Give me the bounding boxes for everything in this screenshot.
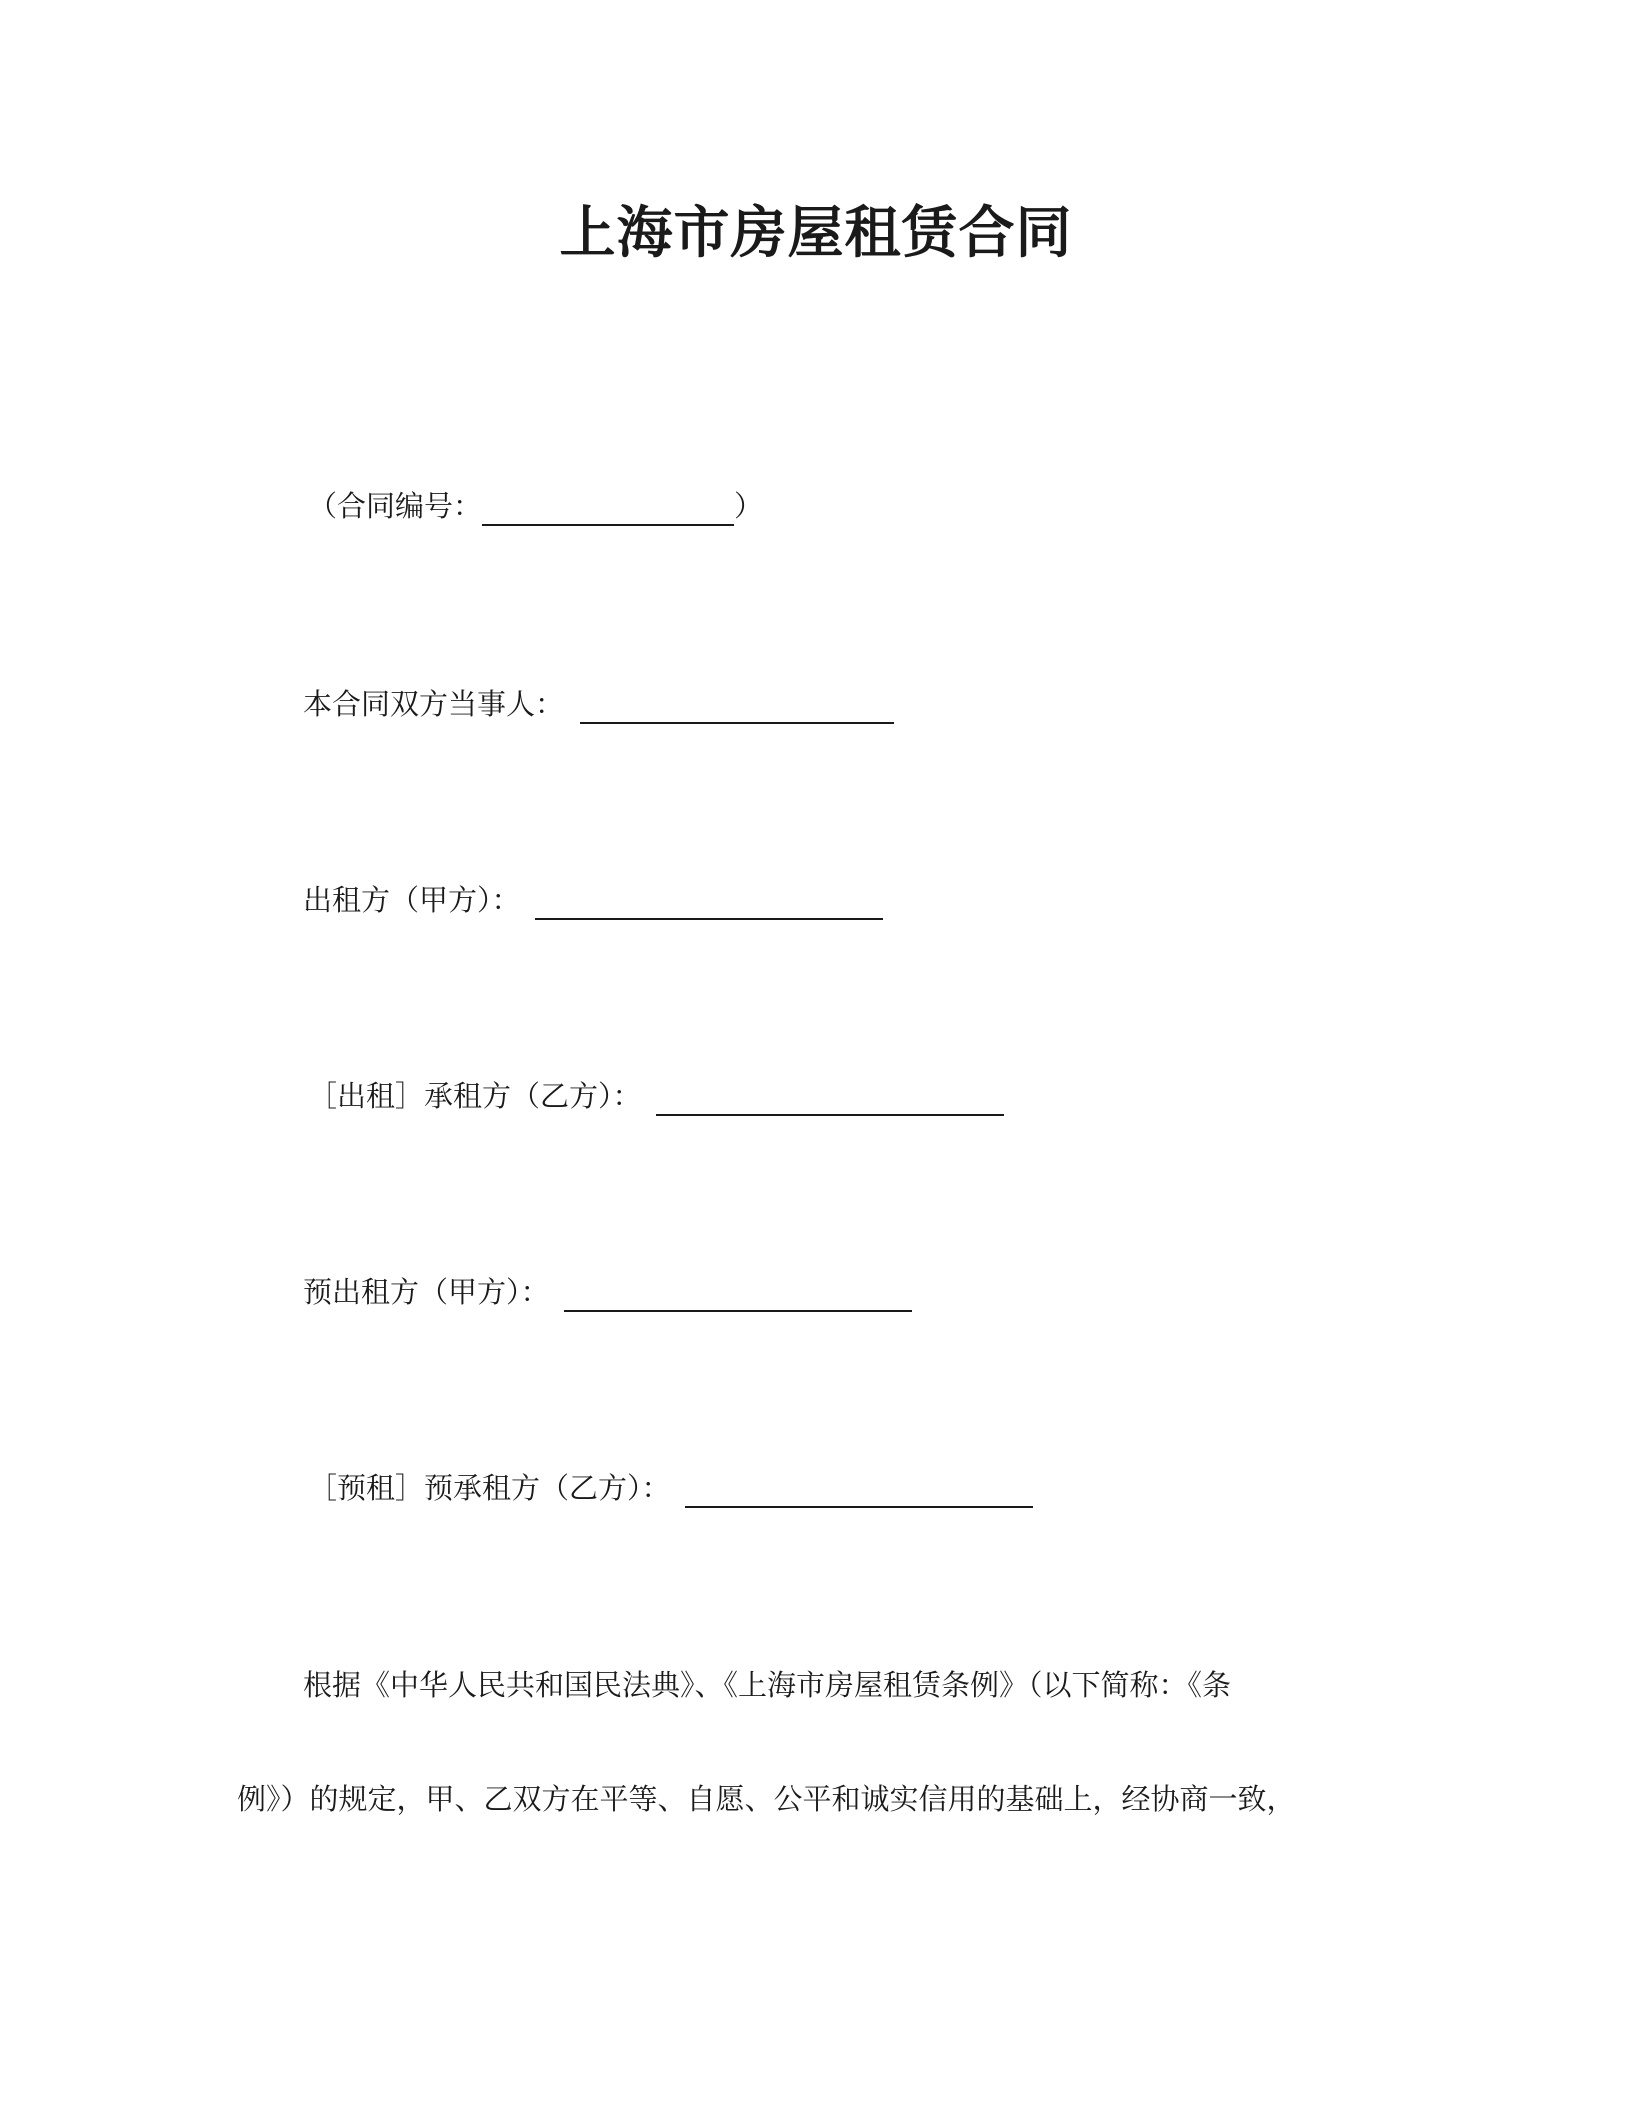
lessee-label: ［出租］承租方（乙方）： [308,1079,642,1113]
lessee-blank[interactable] [656,1078,1004,1116]
parties-row [303,684,894,724]
pre-lessee-blank[interactable] [685,1470,1033,1508]
lessor-blank[interactable] [535,882,883,920]
pre-lessor-blank[interactable] [564,1274,912,1312]
pre-lessor-label: 预出租方（甲方）： [303,1275,550,1309]
pre-lessee-row [308,1468,1033,1508]
contract-number-prefix: （合同编号： [308,489,483,523]
lessor-label: 出租方（甲方）： [303,883,521,917]
contract-number-suffix: ） [734,489,764,523]
pre-lessee-label: ［预租］预承租方（乙方）： [308,1471,671,1505]
parties-label: 本合同双方当事人： [303,687,565,721]
contract-number-blank[interactable] [482,488,734,526]
pre-lessor-row [303,1272,912,1312]
document-title: 上海市房屋租赁合同 [559,201,1073,266]
contract-number-row [308,486,763,526]
lessor-row [303,880,883,920]
lessee-row [308,1076,1004,1116]
body-paragraph-line-1: 根据《中华人民共和国民法典》、《上海市房屋租赁条例》（以下简称：《条 [303,1668,1232,1702]
body-paragraph-line-2: 例》）的规定，甲、乙双方在平等、自愿、公平和诚实信用的基础上，经协商一致， [237,1782,1296,1816]
parties-blank[interactable] [580,686,894,724]
